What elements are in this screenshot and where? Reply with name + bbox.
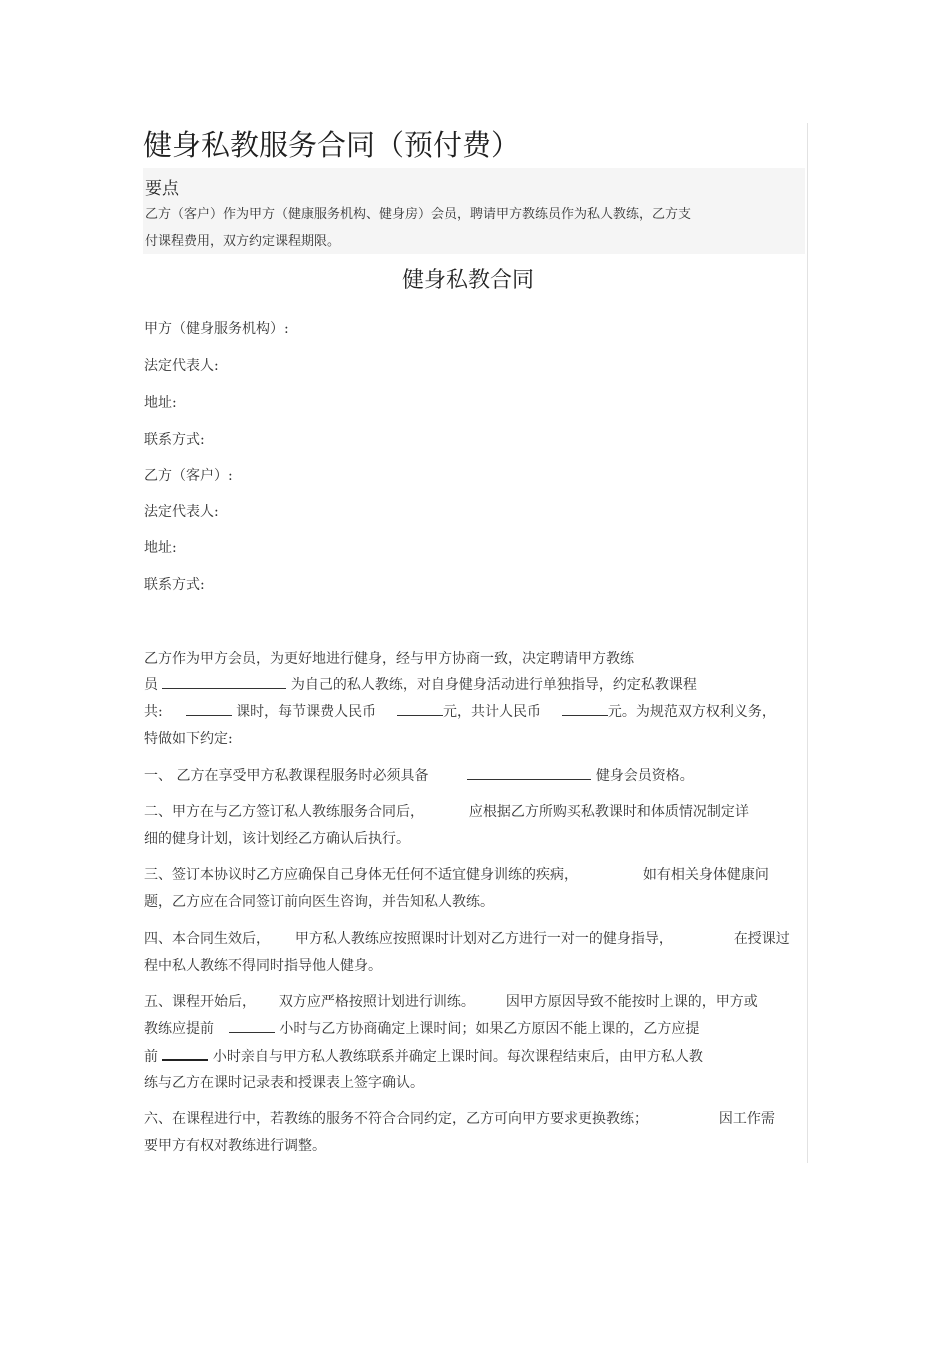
summary-heading: 要点	[145, 179, 179, 199]
hours-contact-blank[interactable]	[162, 1045, 208, 1061]
clause-text: 因甲方原因导致不能按时上课的，甲方或	[505, 994, 758, 1010]
coach-name-blank[interactable]	[162, 674, 286, 689]
clause-text: 六、在课程进行中，若教练的服务不符合合同约定，乙方可向甲方要求更换教练；	[144, 1111, 648, 1127]
intro-text: 课时，每节课费人民币	[236, 704, 377, 720]
clause-text: 教练应提前	[144, 1021, 214, 1037]
intro-text: 为自己的私人教练，对自身健身活动进行单独指导，约定私教课程	[290, 677, 697, 693]
intro-line: 特做如下约定:	[144, 731, 233, 747]
clause-text: 因工作需	[718, 1111, 775, 1127]
clause-text: 小时与乙方协商确定上课时间；如果乙方原因不能上课的，乙方应提	[279, 1021, 700, 1037]
party-b-label: 乙方（客户）:	[144, 468, 233, 484]
intro-text: 共:	[144, 704, 163, 720]
clause-1	[144, 765, 694, 785]
clause-text: 前	[144, 1049, 158, 1065]
clause-5-cont: 练与乙方在课时记录表和授课表上签字确认。	[144, 1075, 424, 1091]
price-per-lesson-blank[interactable]	[397, 701, 443, 716]
intro-text: 元。为规范双方权利义务，	[607, 704, 776, 720]
document-title: 健身私教服务合同（预付费）	[143, 128, 521, 162]
document-page	[143, 123, 808, 1163]
clause-4	[144, 928, 790, 948]
clause-text: 健身会员资格。	[595, 768, 694, 784]
membership-blank[interactable]	[467, 765, 591, 780]
intro-text: 员	[144, 677, 158, 693]
clause-6	[144, 1108, 775, 1128]
clause-5-cont	[144, 1018, 699, 1038]
clause-6-cont: 要甲方有权对教练进行调整。	[144, 1138, 326, 1154]
clause-5-cont	[144, 1045, 703, 1066]
intro-line	[144, 674, 697, 694]
party-a-representative: 法定代表人:	[144, 358, 219, 374]
party-b-representative: 法定代表人:	[144, 504, 219, 520]
total-price-blank[interactable]	[562, 701, 608, 716]
summary-line: 付课程费用，双方约定课程期限。	[145, 234, 341, 249]
party-b-contact: 联系方式:	[144, 577, 205, 593]
clause-text: 三、签订本协议时乙方应确保自己身体无任何不适宜健身训练的疾病，	[144, 867, 578, 883]
lesson-count-blank[interactable]	[186, 701, 232, 716]
clause-text: 如有相关身体健康问	[642, 867, 769, 883]
summary-line: 乙方（客户）作为甲方（健康服务机构、健身房）会员，聘请甲方教练员作为私人教练，乙方支	[145, 207, 692, 222]
contract-title: 健身私教合同	[401, 268, 534, 293]
clause-text: 应根据乙方所购买私教课时和体质情况制定详	[468, 804, 749, 820]
clause-text: 甲方私人教练应按照课时计划对乙方进行一对一的健身指导，	[294, 931, 673, 947]
intro-line: 乙方作为甲方会员，为更好地进行健身，经与甲方协商一致，决定聘请甲方教练	[144, 651, 634, 667]
clause-4-cont: 程中私人教练不得同时指导他人健身。	[144, 958, 382, 974]
party-b-address: 地址:	[144, 540, 177, 556]
clause-text: 双方应严格按照计划进行训练。	[278, 994, 475, 1010]
clause-text: 四、本合同生效后，	[144, 931, 270, 947]
clause-2	[144, 801, 749, 821]
clause-3-cont: 题，乙方应在合同签订前向医生咨询，并告知私人教练。	[144, 894, 494, 910]
summary-box	[143, 168, 805, 254]
intro-text: 元，共计人民币	[442, 704, 541, 720]
party-a-label: 甲方（健身服务机构）:	[144, 321, 289, 337]
clause-text: 小时亲自与甲方私人教练联系并确定上课时间。每次课程结束后，由甲方私人教	[212, 1049, 703, 1065]
intro-line	[144, 701, 776, 721]
clause-3	[144, 864, 769, 884]
clause-text: 五、课程开始后，	[144, 994, 256, 1010]
party-a-contact: 联系方式:	[144, 432, 205, 448]
clause-5	[144, 991, 758, 1011]
clause-text: 在授课过	[733, 931, 790, 947]
party-a-address: 地址:	[144, 395, 177, 411]
clause-2-cont: 细的健身计划，该计划经乙方确认后执行。	[144, 831, 410, 847]
hours-notice-blank[interactable]	[229, 1018, 275, 1033]
clause-text: 一、 乙方在享受甲方私教课程服务时必须具备	[144, 768, 429, 784]
summary-body	[145, 201, 745, 255]
clause-text: 二、甲方在与乙方签订私人教练服务合同后，	[144, 804, 424, 820]
